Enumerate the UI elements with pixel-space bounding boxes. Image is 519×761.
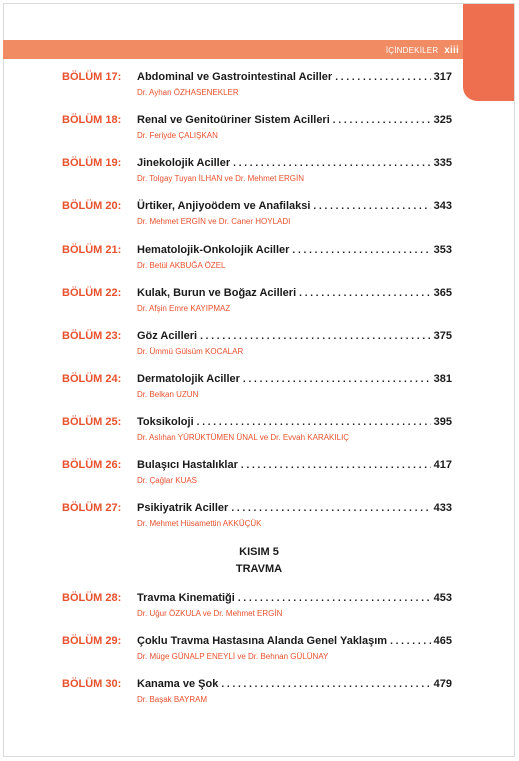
toc-entry[interactable] — [0, 502, 519, 542]
dot-leader — [231, 503, 430, 514]
chapter-title: Travma Kinematiği — [137, 592, 235, 604]
page-number: xiii — [444, 44, 459, 56]
toc-entry[interactable] — [0, 459, 519, 499]
dot-leader — [335, 72, 430, 83]
page-ref: 365 — [433, 287, 452, 299]
chapter-author: Dr. Belkan UZUN — [137, 390, 199, 399]
dot-leader — [238, 593, 431, 604]
chapter-author: Dr. Mehmet Hüsamettin AKKÜÇÜK — [137, 519, 262, 528]
chapter-number: BÖLÜM 23: — [62, 330, 122, 342]
title-row — [137, 678, 452, 692]
dot-leader — [313, 201, 430, 212]
chapter-number: BÖLÜM 26: — [62, 459, 122, 471]
title-row — [137, 373, 452, 387]
dot-leader — [241, 460, 431, 471]
dot-leader — [243, 374, 431, 385]
chapter-number: BÖLÜM 29: — [62, 635, 122, 647]
toc-entry[interactable] — [0, 330, 519, 370]
toc-entry[interactable] — [0, 373, 519, 413]
page-ref: 353 — [433, 244, 452, 256]
chapter-title: Kulak, Burun ve Boğaz Acilleri — [137, 287, 297, 299]
toc-entry[interactable] — [0, 416, 519, 456]
toc-entry[interactable] — [0, 114, 519, 154]
chapter-author: Dr. Feriyde ÇALIŞKAN — [137, 131, 218, 140]
chapter-title: Toksikoloji — [137, 416, 194, 428]
chapter-author: Dr. Afşin Emre KAYIPMAZ — [137, 304, 231, 313]
page-ref: 317 — [433, 71, 452, 83]
chapter-number: BÖLÜM 27: — [62, 502, 122, 514]
part-label: KISIM 5 — [239, 546, 279, 558]
chapter-author: Dr. Tolgay Tuyan İLHAN ve Dr. Mehmet ERGİN — [137, 174, 305, 183]
title-row — [137, 71, 452, 85]
chapter-number: BÖLÜM 18: — [62, 114, 122, 126]
title-row — [137, 635, 452, 649]
page-ref: 433 — [433, 502, 452, 514]
toc-entry[interactable] — [0, 635, 519, 675]
chapter-number: BÖLÜM 24: — [62, 373, 122, 385]
page-ref: 453 — [433, 592, 452, 604]
toc-entry[interactable] — [0, 200, 519, 240]
toc-entry[interactable] — [0, 592, 519, 632]
dot-leader — [292, 245, 430, 256]
chapter-title: Göz Acilleri — [137, 330, 198, 342]
dot-leader — [390, 636, 431, 647]
title-row — [137, 200, 452, 214]
toc-entry[interactable] — [0, 71, 519, 111]
chapter-author: Dr. Uğur ÖZKULA ve Dr. Mehmet ERGİN — [137, 609, 283, 618]
title-row — [137, 244, 452, 258]
page-ref: 343 — [433, 200, 452, 212]
title-row — [137, 287, 452, 301]
page-ref: 325 — [433, 114, 452, 126]
chapter-number: BÖLÜM 30: — [62, 678, 122, 690]
chapter-number: BÖLÜM 20: — [62, 200, 122, 212]
title-row — [137, 592, 452, 606]
title-row — [137, 330, 452, 344]
chapter-author: Dr. Aslıhan YÜRÜKTÜMEN ÜNAL ve Dr. Evvah KARAKILIÇ — [137, 433, 350, 442]
title-row — [137, 157, 452, 171]
page-ref: 375 — [433, 330, 452, 342]
title-row — [137, 502, 452, 516]
toc-entry[interactable] — [0, 244, 519, 284]
part-title: TRAVMA — [235, 563, 283, 575]
chapter-number: BÖLÜM 28: — [62, 592, 122, 604]
chapter-author: Dr. Çağlar KUAS — [137, 476, 198, 485]
chapter-title: Jinekolojik Aciller — [137, 157, 231, 169]
title-row — [137, 459, 452, 473]
chapter-number: BÖLÜM 25: — [62, 416, 122, 428]
chapter-number: BÖLÜM 22: — [62, 287, 122, 299]
chapter-title: Dermatolojik Aciller — [137, 373, 240, 385]
chapter-title: Hematolojik-Onkolojik Aciller — [137, 244, 290, 256]
section-label: İÇİNDEKİLER — [385, 45, 439, 55]
chapter-author: Dr. Betül AKBUĞA ÖZEL — [137, 261, 226, 270]
toc-entry[interactable] — [0, 678, 519, 718]
chapter-author: Dr. Mehmet ERGİN ve Dr. Caner HOYLADI — [137, 217, 291, 226]
dot-leader — [200, 331, 431, 342]
title-row — [137, 416, 452, 430]
toc-entry[interactable] — [0, 157, 519, 197]
chapter-title: Bulaşıcı Hastalıklar — [137, 459, 238, 471]
chapter-author: Dr. Ümmü Gülsüm KOCALAR — [137, 347, 244, 356]
dot-leader — [221, 679, 430, 690]
chapter-title: Kanama ve Şok — [137, 678, 219, 690]
chapter-number: BÖLÜM 17: — [62, 71, 122, 83]
chapter-author: Dr. Müge GÜNALP ENEYLİ ve Dr. Behnan GÜLÜNAY — [137, 652, 329, 661]
chapter-title: Çoklu Travma Hastasına Alanda Genel Yaklaşım — [137, 635, 388, 647]
dot-leader — [197, 417, 431, 428]
page-ref: 395 — [433, 416, 452, 428]
page-ref: 335 — [433, 157, 452, 169]
chapter-number: BÖLÜM 19: — [62, 157, 122, 169]
toc-entry[interactable] — [0, 287, 519, 327]
chapter-author: Dr. Başak BAYRAM — [137, 695, 208, 704]
chapter-author: Dr. Ayhan ÖZHASENEKLER — [137, 88, 239, 97]
page-ref: 465 — [433, 635, 452, 647]
chapter-title: Ürtiker, Anjiyoödem ve Anafilaksi — [137, 200, 311, 212]
dot-leader — [299, 288, 431, 299]
chapter-title: Psikiyatrik Aciller — [137, 502, 229, 514]
dot-leader — [333, 115, 431, 126]
page-ref: 417 — [433, 459, 452, 471]
chapter-title: Abdominal ve Gastrointestinal Aciller — [137, 71, 333, 83]
title-row — [137, 114, 452, 128]
dot-leader — [233, 158, 431, 169]
page-ref: 381 — [433, 373, 452, 385]
chapter-number: BÖLÜM 21: — [62, 244, 122, 256]
chapter-title: Renal ve Genitoüriner Sistem Acilleri — [137, 114, 330, 126]
page-ref: 479 — [433, 678, 452, 690]
